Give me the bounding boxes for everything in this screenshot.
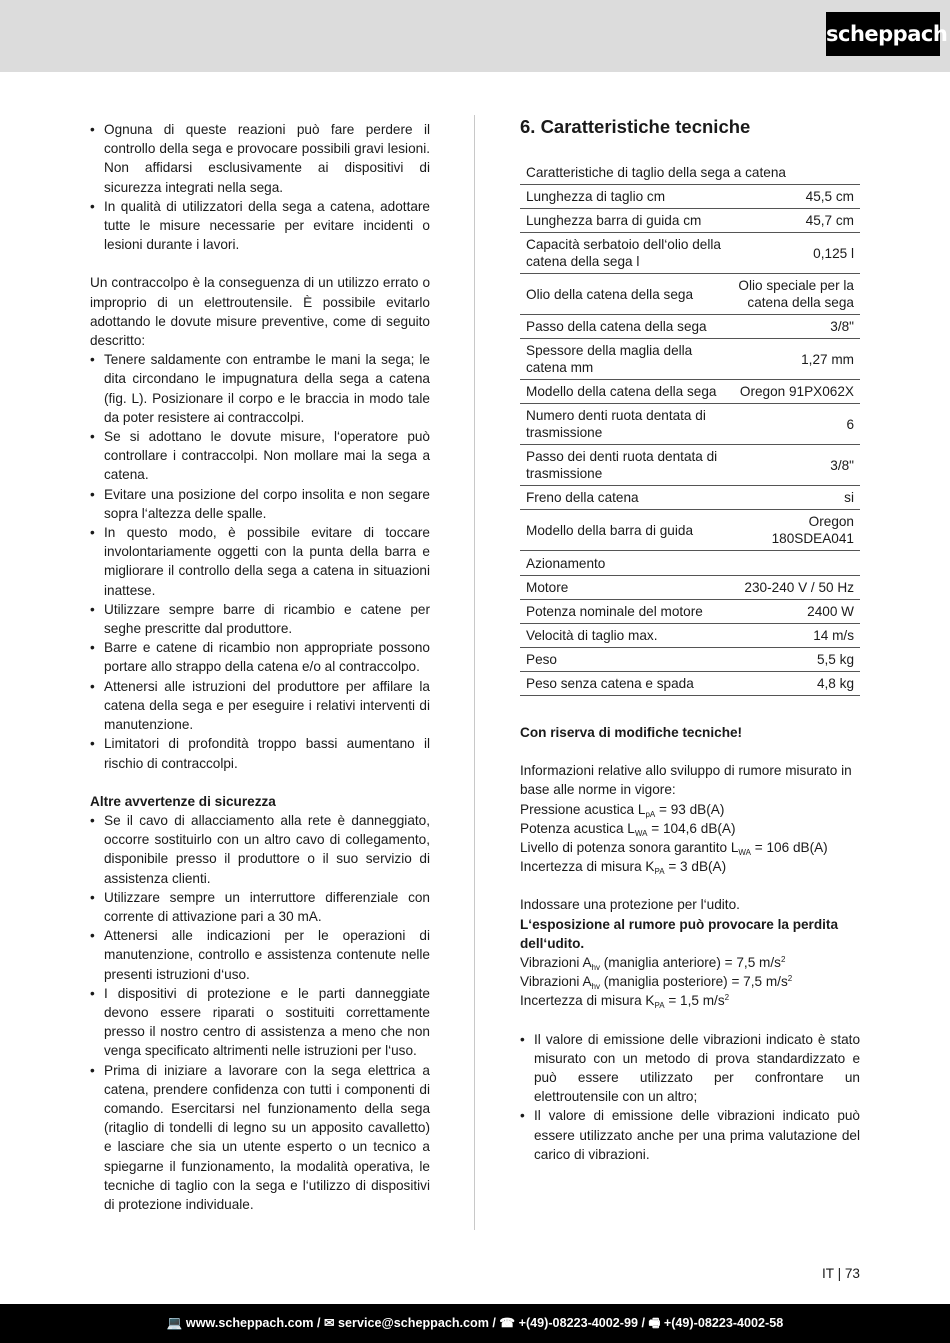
bullet-list-other <box>90 811 430 1214</box>
table-row: Lunghezza barra di guida cm 45,7 cm <box>520 209 860 233</box>
noise-warning: L‘esposizione al rumore può provocare la perdita dell‘udito. <box>520 916 839 951</box>
list-item: • Se il cavo di allacciamento alla rete è danneggiato, occorre sostituirlo con un altro cavo di collegamento, disponibile presso il produttore o il suo servizio di assistenza clienti. <box>90 811 430 888</box>
ear-protection-note: Indossare una protezione per l‘udito. <box>520 897 740 913</box>
reserve-note: Con riserva di modifiche tecniche! <box>520 725 743 740</box>
table-row: Modello della catena della sega Oregon 91PX062X <box>520 380 860 404</box>
vibration-line-3: Incertezza di misura $K_{PA} = 1,5$ $m/s^2$ <box>520 993 730 1011</box>
list-item: • Barre e catene di ricambio non appropriate possono portare allo strappo della catena e/o al contraccolpo. <box>90 638 430 676</box>
page-number: IT | 73 <box>821 1266 860 1281</box>
right-column <box>520 114 860 1164</box>
footer-contact-bar: 💻 www.scheppach.com / ✉ service@scheppach.com / ☎ +(49)-08223-4002-99 / 🖷 +(49)-08223-4002-58 <box>0 1304 950 1343</box>
noise-line-3: Livello di potenza sonora garantito $L_{WA} = 106$ dB(A) <box>520 840 828 858</box>
table-row: Potenza nominale del motore 2400 W <box>520 600 860 624</box>
list-item: • Il valore di emissione delle vibrazioni indicato può essere utilizzato anche per una prima valutazione del carico di vibrazioni. <box>520 1106 860 1164</box>
list-item: • Se si adottano le dovute misure, l‘operatore può controllare i contraccolpi. Non mollare mai la sega a catena. <box>90 427 430 485</box>
other-warnings-heading: Altre avvertenze di sicurezza <box>90 793 276 809</box>
table-row: Capacità serbatoio dell‘olio della catena della sega l 0,125 l <box>520 233 860 274</box>
kickback-paragraph: Un contraccolpo è la conseguenza di un utilizzo errato o improprio di un elettroutensile. È possibile evitarlo adottando le dovute misure preventive, come di seguito descritto: <box>90 275 430 349</box>
noise-line-4: Incertezza di misura $K_{PA} = 3$ dB(A) <box>520 859 727 877</box>
vibration-line-1: Vibrazioni $A_{hv}$ (maniglia anteriore) = 7,5 $m/s^2$ <box>520 955 786 973</box>
table-header-cutting: Caratteristiche di taglio della sega a catena <box>520 160 860 185</box>
table-row: Olio della catena della sega Olio speciale per la catena della sega <box>520 274 860 315</box>
noise-line-2: Potenza acustica $L_{WA} = 104,6$ dB(A) <box>520 820 736 838</box>
list-item: • I dispositivi di protezione e le parti danneggiate devono essere riparati o sostituiti correttamente presso il nostro centro di assistenza a meno che non venga specificato altrimenti nelle istruzioni per l‘uso. <box>90 984 430 1061</box>
column-divider <box>474 115 475 1230</box>
noise-line-1: Pressione acustica $L_{pA} = 93$ dB(A) <box>520 801 725 819</box>
list-item: • In questo modo, è possibile evitare di toccare involontariamente oggetti con la punta della barra e migliorare il controllo della sega a catena in situazioni inattese. <box>90 523 430 600</box>
list-item: • Utilizzare sempre barre di ricambio e catene per seghe prescritte dal produttore. <box>90 600 430 638</box>
table-row: Motore 230-240 V / 50 Hz <box>520 576 860 600</box>
table-row <box>520 160 860 185</box>
table-row: Passo della catena della sega 3/8" <box>520 315 860 339</box>
table-row: Freno della catena si <box>520 486 860 510</box>
table-header-drive: Azionamento <box>520 551 860 576</box>
vibration-line-2: Vibrazioni $A_{hv}$ (maniglia posteriore) = 7,5 $m/s^2$ <box>520 974 793 992</box>
table-row: Lunghezza di taglio cm 45,5 cm <box>520 185 860 209</box>
list-item: • Prima di iniziare a lavorare con la sega elettrica a catena, prendere confidenza con tutti i componenti di comando. Esercitarsi nel funzionamento della sega (ritaglio di tondelli di legno su un apposito cavalletto) e lasciare che sia un utente esperto o un tecnico a spiegarne il funzionamento, la modalità operativa, le tecniche di taglio con la sega e l‘utilizzo di dispositivi di protezione individuale. <box>90 1061 430 1215</box>
list-item: • Attenersi alle indicazioni per le operazioni di manutenzione, controllo e assistenza contenute nelle presenti istruzioni d‘uso. <box>90 926 430 984</box>
list-item: • Evitare una posizione del corpo insolita e non segare sopra l‘altezza delle spalle. <box>90 485 430 523</box>
table-row: Peso senza catena e spada 4,8 kg <box>520 672 860 696</box>
table-row: Passo dei denti ruota dentata di trasmissione 3/8" <box>520 445 860 486</box>
left-column <box>90 120 430 1214</box>
list-item: • Tenere saldamente con entrambe le mani la sega; le dita circondano le impugnatura della sega a catena (fig. L). Posizionare il corpo e le braccia in modo tale da poter resistere ai contraccolpi. <box>90 350 430 427</box>
list-item: • Utilizzare sempre un interruttore differenziale con corrente di attivazione pari a 30 mA. <box>90 888 430 926</box>
list-item: • Limitatori di profondità troppo bassi aumentano il rischio di contraccolpi. <box>90 734 430 772</box>
list-item: • Attenersi alle istruzioni del produttore per affilare la catena della sega e per eseguire i relativi interventi di manutenzione. <box>90 677 430 735</box>
section-title: 6. Caratteristiche tecniche <box>520 116 751 137</box>
header-bar <box>0 0 950 72</box>
bullet-list-reactions <box>90 120 430 254</box>
table-row: Peso 5,5 kg <box>520 648 860 672</box>
bullet-list-kickback <box>90 350 430 772</box>
spec-table <box>520 160 860 696</box>
bullet-list-vibration <box>520 1030 860 1164</box>
noise-intro: Informazioni relative allo sviluppo di rumore misurato in base alle norme in vigore: <box>520 763 852 798</box>
table-row: Modello della barra di guida Oregon 180SDEA041 <box>520 510 860 551</box>
table-row: Numero denti ruota dentata di trasmissione 6 <box>520 404 860 445</box>
list-item: • Il valore di emissione delle vibrazioni indicato è stato misurato con un metodo di prova standardizzato e può essere utilizzato per confrontare un elettroutensile con un altro; <box>520 1030 860 1107</box>
list-item: • Ognuna di queste reazioni può fare perdere il controllo della sega e provocare possibili gravi lesioni. Non affidarsi esclusivamente ai dispositivi di sicurezza integrati nella sega. <box>90 120 430 197</box>
table-row: Spessore della maglia della catena mm 1,27 mm <box>520 339 860 380</box>
list-item: • In qualità di utilizzatori della sega a catena, adottare tutte le misure necessarie per evitare incidenti o lesioni durante i lavori. <box>90 197 430 255</box>
table-row: Velocità di taglio max. 14 m/s <box>520 624 860 648</box>
table-row <box>520 551 860 576</box>
brand-logo: scheppach <box>826 12 940 56</box>
